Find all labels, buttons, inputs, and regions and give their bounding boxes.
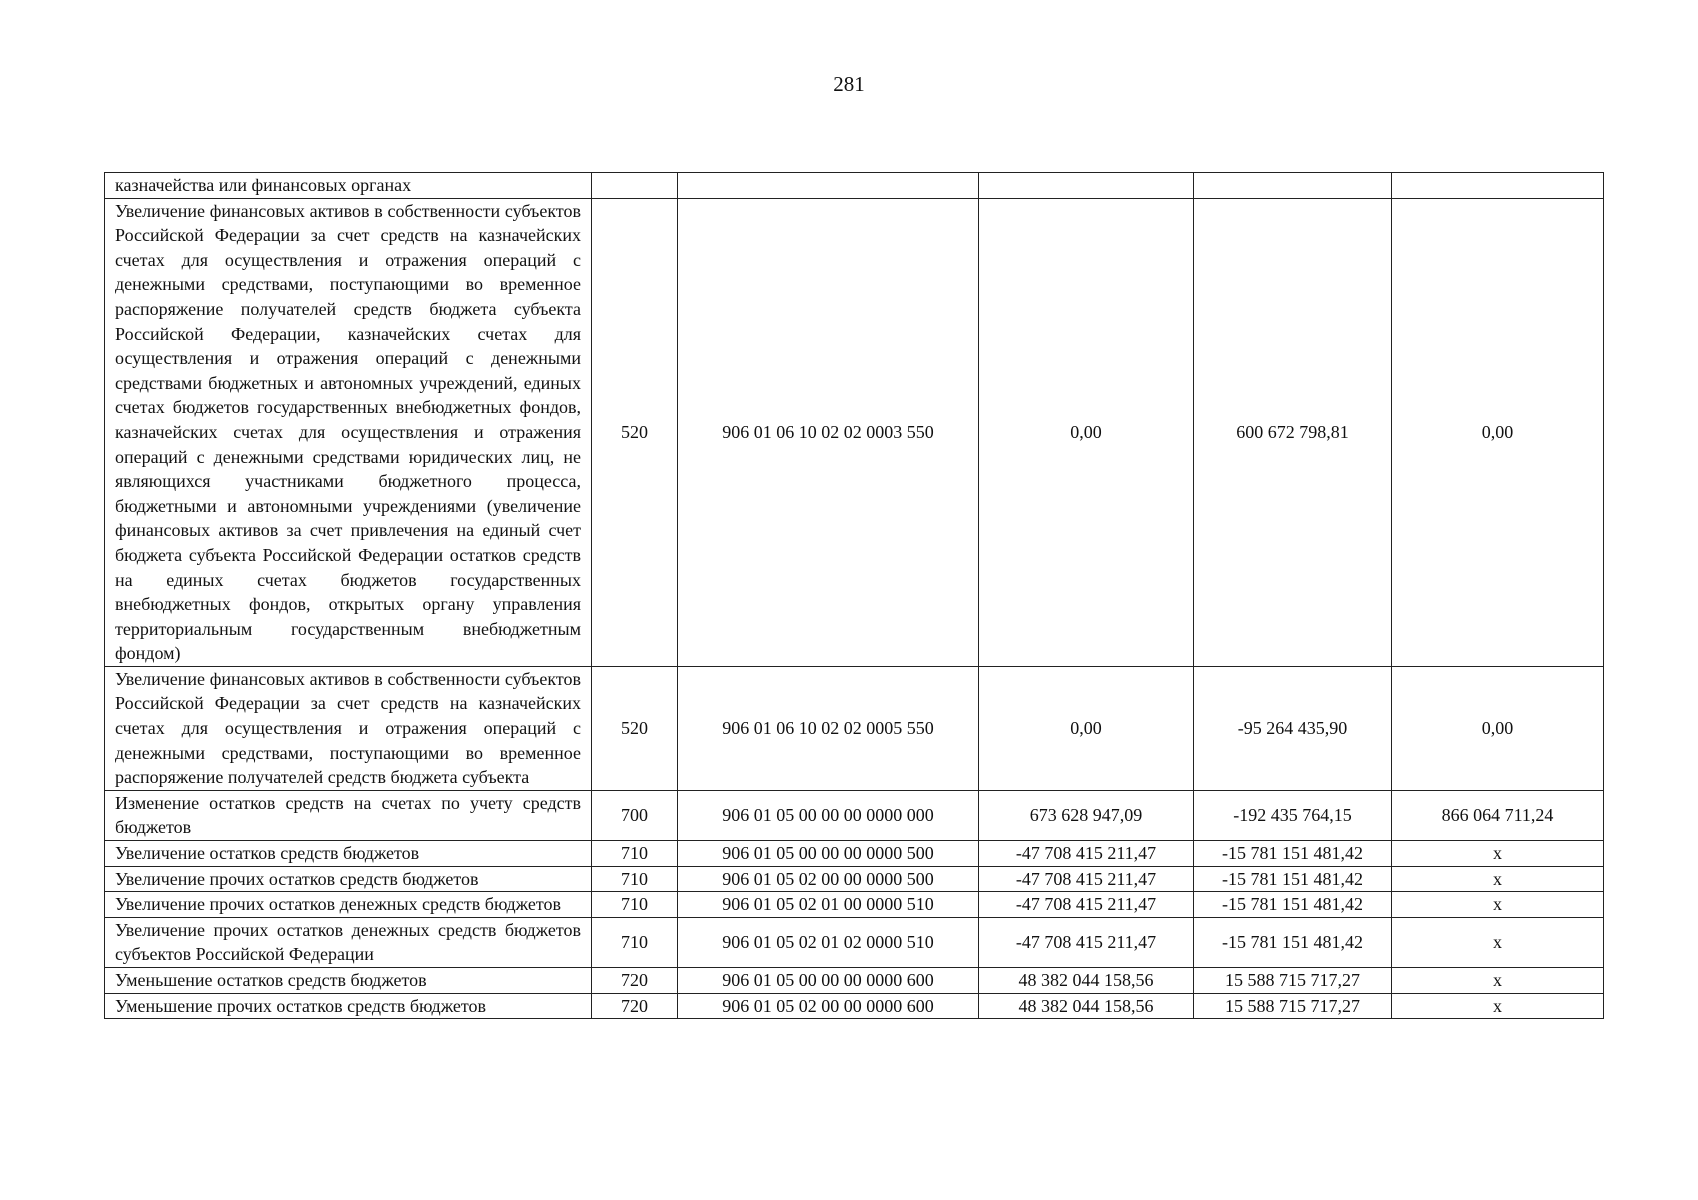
row-value-1: 48 382 044 158,56 <box>979 993 1194 1019</box>
row-budget-classification-code: 906 01 06 10 02 02 0005 550 <box>678 666 979 790</box>
row-value-2: -15 781 151 481,42 <box>1194 841 1392 867</box>
row-value-3: x <box>1392 892 1604 918</box>
row-value-1 <box>979 173 1194 199</box>
row-description: Увеличение финансовых активов в собственности субъектов Российской Федерации за счет средств на казначейских счетах для осуществления и отражения операций с денежными средствами, поступающими во временное распоряжение получателей средств бюджета субъекта Российской Федерации, казначейских счетах для осуществления и отражения операций с денежными средствами бюджетных и автономных учреждений, единых счетах бюджетов государственных внебюджетных фондов, казначейских счетах для осуществления и отражения операций с денежными средствами юридических лиц, не являющихся участниками бюджетного процесса, бюджетными и автономными учреждениями (увеличение финансовых активов за счет привлечения на единый счет бюджета субъекта Российской Федерации остатков средств на единых счетах бюджетов государственных внебюджетных фондов, открытых органу управления территориальным государственным внебюджетным фондом) <box>105 198 592 666</box>
row-value-1: 48 382 044 158,56 <box>979 968 1194 994</box>
row-budget-classification-code: 906 01 05 02 00 00 0000 500 <box>678 866 979 892</box>
row-value-2: -15 781 151 481,42 <box>1194 917 1392 967</box>
row-code: 710 <box>592 866 678 892</box>
row-code: 720 <box>592 968 678 994</box>
row-value-2: -192 435 764,15 <box>1194 790 1392 840</box>
table-row <box>105 198 1604 666</box>
row-value-3: x <box>1392 841 1604 867</box>
table-row <box>105 917 1604 967</box>
table-row <box>105 666 1604 790</box>
row-value-3: 0,00 <box>1392 666 1604 790</box>
row-code: 700 <box>592 790 678 840</box>
row-value-2: 600 672 798,81 <box>1194 198 1392 666</box>
row-budget-classification-code: 906 01 05 00 00 00 0000 000 <box>678 790 979 840</box>
row-description: Увеличение финансовых активов в собственности субъектов Российской Федерации за счет средств на казначейских счетах для осуществления и отражения операций с денежными средствами, поступающими во временное распоряжение получателей средств бюджета субъекта <box>105 666 592 790</box>
row-budget-classification-code: 906 01 05 02 01 00 0000 510 <box>678 892 979 918</box>
row-value-3: x <box>1392 993 1604 1019</box>
row-value-1: 673 628 947,09 <box>979 790 1194 840</box>
row-value-2: 15 588 715 717,27 <box>1194 968 1392 994</box>
row-value-2: -15 781 151 481,42 <box>1194 892 1392 918</box>
table-row <box>105 173 1604 199</box>
row-value-3: 866 064 711,24 <box>1392 790 1604 840</box>
row-value-2: -15 781 151 481,42 <box>1194 866 1392 892</box>
row-budget-classification-code: 906 01 06 10 02 02 0003 550 <box>678 198 979 666</box>
row-value-2: -95 264 435,90 <box>1194 666 1392 790</box>
row-value-1: 0,00 <box>979 198 1194 666</box>
page-number: 281 <box>833 72 865 96</box>
row-value-3: 0,00 <box>1392 198 1604 666</box>
row-value-1: -47 708 415 211,47 <box>979 892 1194 918</box>
table-row <box>105 841 1604 867</box>
row-code: 520 <box>592 198 678 666</box>
row-value-1: -47 708 415 211,47 <box>979 917 1194 967</box>
row-value-3: x <box>1392 917 1604 967</box>
table-row <box>105 790 1604 840</box>
row-code: 710 <box>592 917 678 967</box>
row-budget-classification-code: 906 01 05 02 00 00 0000 600 <box>678 993 979 1019</box>
row-budget-classification-code: 906 01 05 00 00 00 0000 500 <box>678 841 979 867</box>
budget-sources-table <box>104 172 1604 1019</box>
row-value-1: 0,00 <box>979 666 1194 790</box>
row-value-3: x <box>1392 866 1604 892</box>
row-description: Уменьшение прочих остатков средств бюджетов <box>105 993 592 1019</box>
row-description: Изменение остатков средств на счетах по учету средств бюджетов <box>105 790 592 840</box>
table-row <box>105 866 1604 892</box>
row-description: Увеличение остатков средств бюджетов <box>105 841 592 867</box>
row-code: 710 <box>592 841 678 867</box>
row-value-3: x <box>1392 968 1604 994</box>
row-code: 710 <box>592 892 678 918</box>
row-description: казначейства или финансовых органах <box>105 173 592 199</box>
row-value-2 <box>1194 173 1392 199</box>
row-value-1: -47 708 415 211,47 <box>979 866 1194 892</box>
row-budget-classification-code <box>678 173 979 199</box>
row-description: Увеличение прочих остатков средств бюджетов <box>105 866 592 892</box>
row-budget-classification-code: 906 01 05 00 00 00 0000 600 <box>678 968 979 994</box>
row-code: 520 <box>592 666 678 790</box>
row-value-2: 15 588 715 717,27 <box>1194 993 1392 1019</box>
row-value-3 <box>1392 173 1604 199</box>
row-description: Увеличение прочих остатков денежных средств бюджетов <box>105 892 592 918</box>
row-budget-classification-code: 906 01 05 02 01 02 0000 510 <box>678 917 979 967</box>
table-row <box>105 993 1604 1019</box>
row-value-1: -47 708 415 211,47 <box>979 841 1194 867</box>
table-row <box>105 968 1604 994</box>
row-code <box>592 173 678 199</box>
row-description: Уменьшение остатков средств бюджетов <box>105 968 592 994</box>
row-code: 720 <box>592 993 678 1019</box>
row-description: Увеличение прочих остатков денежных средств бюджетов субъектов Российской Федерации <box>105 917 592 967</box>
table-row <box>105 892 1604 918</box>
